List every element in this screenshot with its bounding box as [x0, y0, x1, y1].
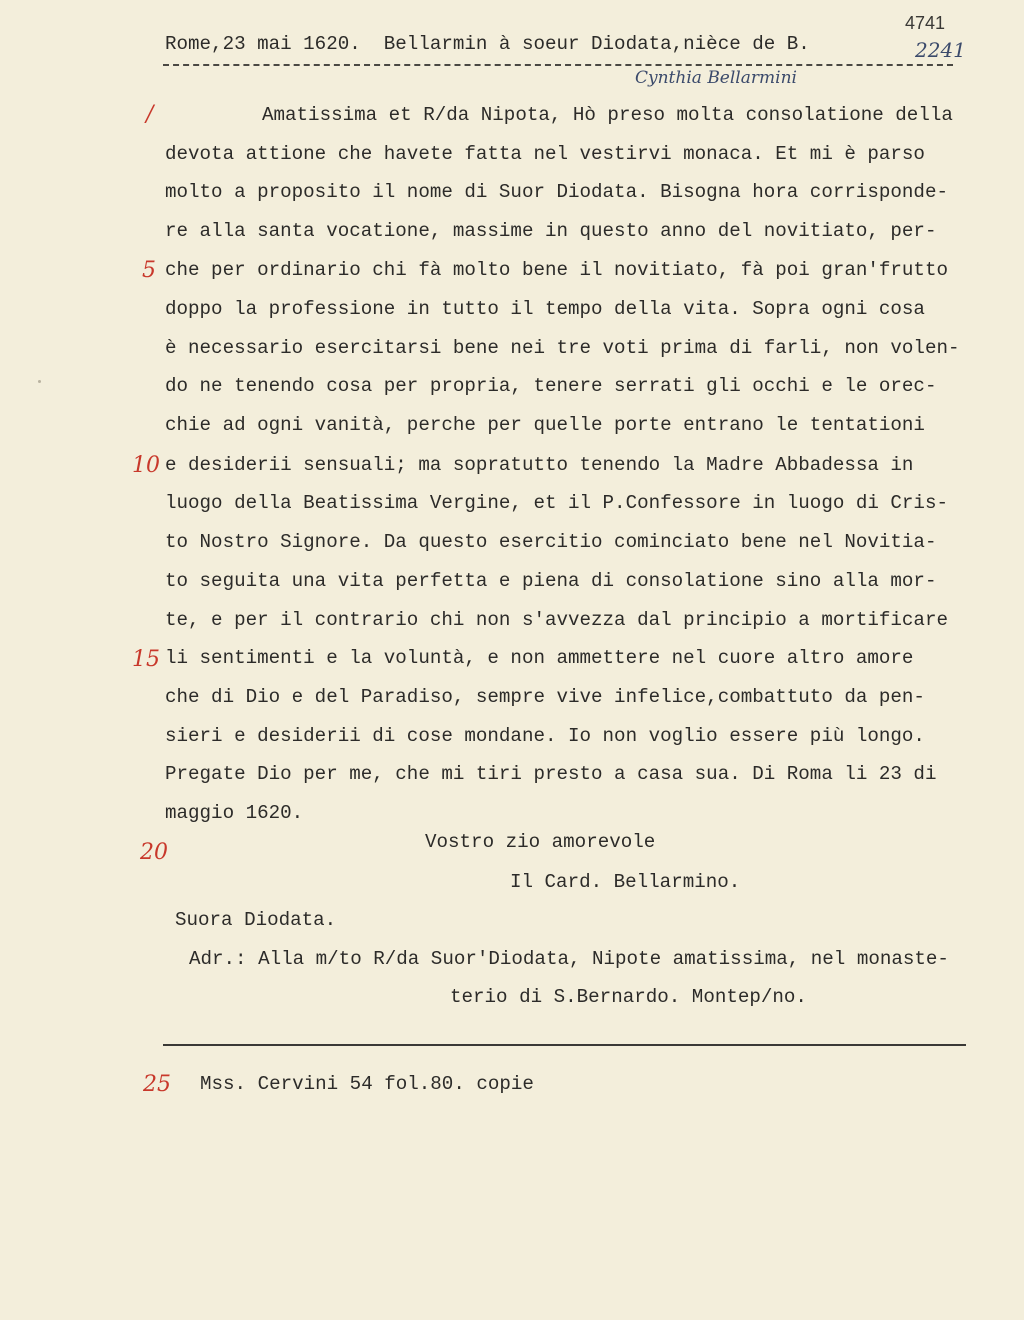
- letter-line-14: te, e per il contrario chi non s'avvezza dal principio a mortificare: [165, 609, 948, 631]
- letter-line-16: che di Dio e del Paradiso, sempre vive infelice,combattuto da pen-: [165, 686, 925, 708]
- letter-line-15: li sentimenti e la voluntà, e non ammettere nel cuore altro amore: [165, 647, 914, 669]
- letter-line-10: e desiderii sensuali; ma sopratutto tenendo la Madre Abbadessa in: [165, 454, 914, 476]
- letter-line-11: luogo della Beatissima Vergine, et il P.Confessore in luogo di Cris-: [165, 492, 948, 514]
- handwritten-name-annotation: Cynthia Bellarmini: [635, 68, 797, 88]
- address-line-2: terio di S.Bernardo. Montep/no.: [450, 986, 807, 1008]
- signature: Il Card. Bellarmino.: [510, 871, 741, 893]
- page-number: 4741: [905, 13, 946, 33]
- valediction: Vostro zio amorevole: [425, 831, 656, 853]
- letter-line-13: to seguita una vita perfetta e piena di consolatione sino alla mor-: [165, 570, 937, 592]
- margin-number-20: 20: [140, 840, 168, 865]
- letter-line-19: maggio 1620.: [165, 802, 304, 824]
- letter-line-8: do ne tenendo cosa per propria, tenere serrati gli occhi e le orec-: [165, 375, 937, 397]
- letter-line-12: to Nostro Signore. Da questo esercitio cominciato bene nel Novitia-: [165, 531, 937, 553]
- letter-line-2: devota attione che havete fatta nel vestirvi monaca. Et mi è parso: [165, 143, 925, 165]
- letter-line-17: sieri e desiderii di cose mondane. Io non voglio essere più longo.: [165, 725, 925, 747]
- handwritten-folio-number: 2241: [915, 38, 966, 62]
- letter-line-6: doppo la professione in tutto il tempo della vita. Sopra ogni cosa: [165, 298, 925, 320]
- letter-line-5: che per ordinario chi fà molto bene il novitiato, fà poi gran'frutto: [165, 259, 948, 281]
- recipient-name: Suora Diodata.: [175, 909, 337, 931]
- source-citation: Mss. Cervini 54 fol.80. copie: [200, 1073, 534, 1095]
- letter-line-3: molto a proposito il nome di Suor Diodata. Bisogna hora corrisponde-: [165, 181, 948, 203]
- address-line-1: Adr.: Alla m/to R/da Suor'Diodata, Nipote amatissima, nel monaste-: [189, 948, 949, 970]
- margin-number-15: 15: [132, 647, 160, 672]
- footer-rule: [163, 1044, 966, 1046]
- margin-number-5: 5: [142, 258, 156, 283]
- margin-number-1: /: [146, 102, 154, 127]
- heading-dashed-underline: [163, 64, 953, 66]
- letter-heading: Rome,23 mai 1620. Bellarmin à soeur Diodata,nièce de B.: [165, 33, 810, 55]
- paper-speck: [38, 380, 41, 383]
- letter-line-4: re alla santa vocatione, massime in questo anno del novitiato, per-: [165, 220, 937, 242]
- letter-line-18: Pregate Dio per me, che mi tiri presto a casa sua. Di Roma li 23 di: [165, 763, 937, 785]
- letter-line-7: è necessario esercitarsi bene nei tre voti prima di farli, non volen-: [165, 337, 960, 359]
- letter-line-9: chie ad ogni vanità, perche per quelle porte entrano le tentationi: [165, 414, 925, 436]
- margin-number-25: 25: [143, 1072, 171, 1097]
- margin-number-10: 10: [132, 453, 160, 478]
- letter-line-1: Amatissima et R/da Nipota, Hò preso molta consolatione della: [262, 104, 953, 126]
